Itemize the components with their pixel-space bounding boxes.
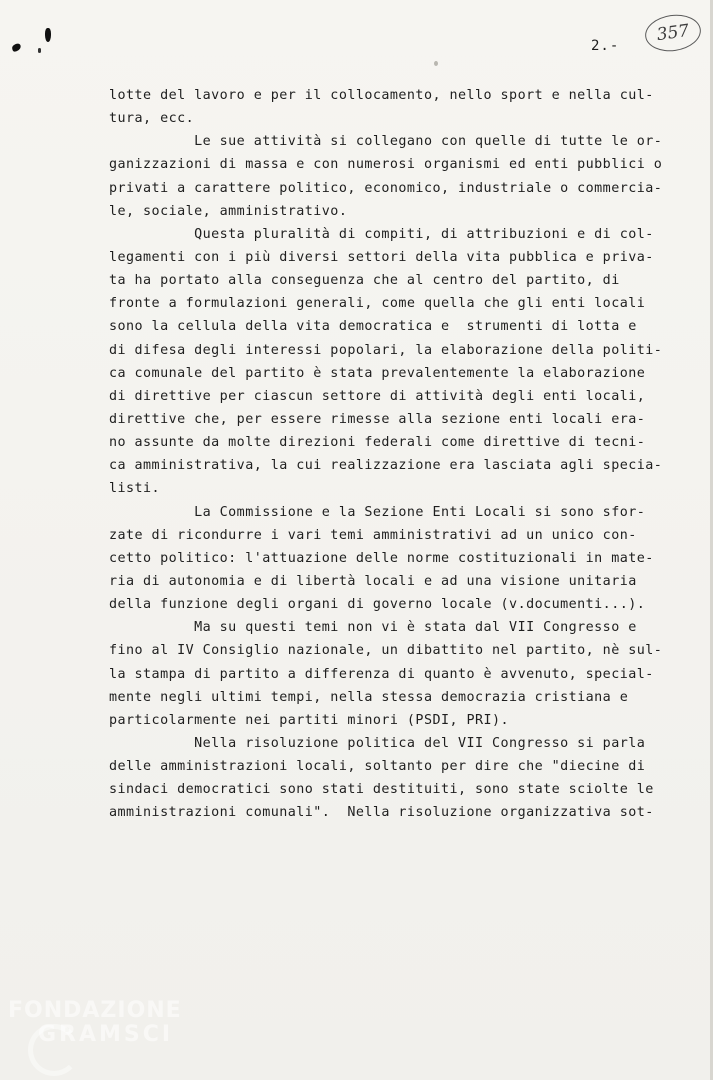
text-line: fronte a formulazioni generali, come quella che gli enti locali xyxy=(109,296,646,312)
text-line: particolarmente nei partiti minori (PSDI, PRI). xyxy=(109,712,510,728)
text-line: listi. xyxy=(109,481,161,497)
text-line: Nella risoluzione politica del VII Congresso si parla xyxy=(109,735,646,751)
text-line: di direttive per ciascun settore di attività degli enti locali, xyxy=(109,388,646,404)
paper-speck xyxy=(434,61,438,66)
text-line: La Commissione e la Sezione Enti Locali si sono sfor- xyxy=(109,504,646,520)
text-line: ca amministrativa, la cui realizzazione era lasciata agli specia- xyxy=(109,458,663,474)
typewritten-text-body xyxy=(109,84,679,825)
text-line: Questa pluralità di compiti, di attribuzioni e di col- xyxy=(109,226,654,242)
text-line: no assunte da molte direzioni federali come direttive di tecni- xyxy=(109,435,646,451)
text-line: della funzione degli organi di governo locale (v.documenti...). xyxy=(109,597,646,613)
text-line: Le sue attività si collegano con quelle di tutte le or- xyxy=(109,134,663,150)
text-line: zate di ricondurre i vari temi amministrativi ad un unico con- xyxy=(109,527,637,543)
text-line: sindaci democratici sono stati destituiti, sono state sciolte le xyxy=(109,782,654,798)
text-line: lotte del lavoro e per il collocamento, nello sport e nella cul- xyxy=(109,88,654,103)
text-line: fino al IV Consiglio nazionale, un dibattito nel partito, nè sul- xyxy=(109,643,663,659)
page-number: 2.- xyxy=(591,38,620,54)
text-line: legamenti con i più diversi settori della vita pubblica e priva- xyxy=(109,249,654,265)
text-line: tura, ecc. xyxy=(109,111,195,127)
text-line: di difesa degli interessi popolari, la elaborazione della politi- xyxy=(109,342,663,358)
text-line: ta ha portato alla conseguenza che al centro del partito, di xyxy=(109,273,620,289)
text-line: ganizzazioni di massa e con numerosi organismi ed enti pubblici o xyxy=(109,157,663,173)
ink-blot xyxy=(38,48,41,53)
text-line: ca comunale del partito è stata prevalentemente la elaborazione xyxy=(109,365,646,381)
text-line: amministrazioni comunali". Nella risoluzione organizzativa sot- xyxy=(109,805,654,821)
text-line: privati a carattere politico, economico, industriale o commercia- xyxy=(109,180,663,196)
watermark-line-2: GRAMSCI xyxy=(38,1022,174,1047)
text-line: sono la cellula della vita democratica e strumenti di lotta e xyxy=(109,319,637,335)
watermark xyxy=(8,1000,182,1046)
text-line: le, sociale, amministrativo. xyxy=(109,203,348,219)
archive-stamp-number: 357 xyxy=(655,20,691,46)
text-line: Ma su questi temi non vi è stata dal VII Congresso e xyxy=(109,620,637,636)
text-line: cetto politico: l'attuazione delle norme costituzionali in mate- xyxy=(109,550,654,566)
text-line: mente negli ultimi tempi, nella stessa democrazia cristiana e xyxy=(109,689,629,705)
text-line: ria di autonomia e di libertà locali e ad una visione unitaria xyxy=(109,573,637,589)
text-line: direttive che, per essere rimesse alla sezione enti locali era- xyxy=(109,411,646,427)
text-line: la stampa di partito a differenza di quanto è avvenuto, special- xyxy=(109,666,654,682)
ink-blot xyxy=(45,28,51,42)
watermark-line-1: FONDAZIONE xyxy=(8,998,182,1023)
text-line: delle amministrazioni locali, soltanto per dire che "diecine di xyxy=(109,759,646,775)
